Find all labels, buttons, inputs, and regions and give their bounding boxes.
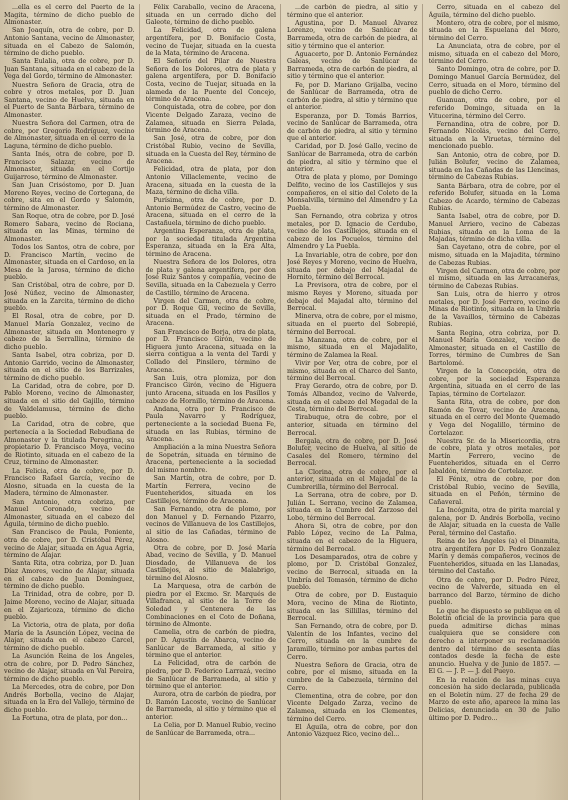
mine-listing-paragraph: Bergala, otra de cobre, por D. José Bolufer, vecino de Huelva, al sitio de Casales del Romero, término del Berrocal.: [287, 437, 418, 468]
mine-listing-paragraph: Fernandina, otra de cobre, por D. Fernando Nicolás, vecino del Cerro, situada en la Viruetas, término del mencionado pueblo.: [428, 120, 560, 151]
mine-listing-paragraph: Nuestra Señora de los Dolores, otra de plata y galena argentífera, por don José Ruiz Santos y compañía, vecino de Sevilla, situada en la Cabezuela y Cerro de Castillo, término de Aracena.: [145, 259, 276, 297]
mine-listing-paragraph: La Marquesa, otra de carbón de piedra por el Excmo. Sr. Marqués de Villafranca, al sitio de la Torre de Soledad y Centenera de las Combinaciones en el Coto de Doñana, término de Almonte.: [145, 583, 276, 629]
mine-listing-paragraph: San Martín, otra de cobre, por D. Martín Ferrera, vecino de Fuenteheridos, situada en los Castillejos, término de Aracena.: [145, 475, 276, 505]
mine-listing-paragraph: Lo que he dispuesto se publique en el Boletín oficial de la provincia para que pueda admitirse dichas minas cualquiera que se considere con derecho a interponer su reclamación dentro del término de sesenta días contados desde la fecha de este anuncio. Huelva y de Junio de 1857. — El G. — J. P. — J. del Pueyo.: [428, 607, 560, 676]
column-3: [287, 4, 423, 800]
mine-listing-paragraph: San Fernando, otra cobriza y otros metales, por D. Ignacio de Cerdubo, vecino de los Castillejos, situada en el cabezo de los Pocuelos, término del Almendro y La Puebla.: [287, 212, 418, 251]
mine-listing-paragraph: Félix Caraballo, vecino de Aracena, situada en un cerrado dicho del Galeote, término de dicho pueblo.: [145, 4, 276, 27]
mine-listing-paragraph: Tirabuque, otra de cobre, por el anterior, situada en término del Berrocal.: [287, 414, 418, 437]
mine-listing-paragraph: La Clorina, otra de cobre, por el anterior, situada en el Majadal de la Cumbrerilla, término del Berrocal.: [287, 468, 418, 491]
mine-listing-paragraph: Purísima, otra de cobre, por D. Antonio Bermúdez de Castro, vecino de Aracena, situada en el cerro de la Castañuela, término de dicho pueblo.: [145, 197, 276, 228]
mine-listing-paragraph: Guanuan, otra de cobre, por el referido Domingo, situada en la Vitucerina, término del Cerro.: [428, 97, 560, 120]
mine-listing-paragraph: Todos los Santos, otra de cobre, por D. Francisco Martín, vecino de Almonaster, situada en el Cardoso, en la Mesa de la Jarosa, término de dicho pueblo.: [4, 243, 135, 282]
mine-listing-paragraph: Santa Isabel, otra de cobre, por D. Manuel Arriero, vecino de Cabezas Rubias, situada en la Loma de la Majadas, término de dicha villa.: [428, 213, 560, 244]
mine-listing-paragraph: Santa Inés, otra de cobre, por D. Francisco Salazar, vecino de Almonaster, situada en el Cortijo Guijarroso, término de Almonaster.: [4, 151, 135, 181]
mine-listing-paragraph: Clementina, otra de cobre, por don Vicente Delgado Zarza, vecino de Zalamea, situada en los Clementes, término del Cerro.: [287, 692, 418, 723]
mine-listing-paragraph: Cerro, situada en el cabezo del Águila, término del dicho pueblo.: [428, 4, 560, 19]
mine-listing-paragraph: Santa Regina, otra cobriza, por D. Manuel María Gonzalez, vecino de Almonaster, situada en el Castillo de Torres, término de Cumbres de San Bartolomé.: [428, 329, 560, 368]
mine-listing-paragraph: La Felicidad, otra de galena argentífera, por D. Bonifacio Costa, vecino de Tuejar, situada en la cuesta de la Mata, término de Aracena.: [145, 27, 276, 58]
mine-listing-paragraph: Santa Bárbara, otra de cobre, por el referido Bolufer, situada en la Loma Cabezo de Acardo, término de Cabezas Rubias.: [428, 182, 560, 213]
mine-listing-paragraph: Nuestra Sr. de la Misericordia, otra de cobre, plata y otros metales, por Martín Ferrero, vecino de Fuenteheridos, situada en el Cerro Jabaldón, término de Cortelazor.: [428, 437, 560, 476]
mine-listing-paragraph: La Previsora, otra de cobre, por el mismo Reyes y Moreno, situada por debajo del Majadal alto, término del Berrocal.: [287, 282, 418, 313]
mine-listing-paragraph: Minerva, otra de cobre, por el mismo, situada en el puerto del Sobrepié, término del Berrocal.: [287, 313, 418, 336]
mine-listing-paragraph: Virgen del Carmen, otra de cobre, por el mismo, situada en las Arracaneras, término de Cabezas Rubias.: [428, 267, 560, 290]
mine-listing-paragraph: San Antonio, otra cobriza, por Manuel Coronado, vecino de Almonaster, situada en el cabezo del Águila, término de dicho pueblo.: [4, 498, 135, 529]
column-2: [146, 4, 282, 800]
mine-listing-paragraph: Caridad, por D. José Gallo, vecino de Sanlúcar de Barrameda, otra de carbón de piedra, al sitio y término que el anterior.: [287, 143, 418, 174]
mine-listing-paragraph: San José, otra de cobre, por don Cristóbal Rubio, vecino de Sevilla, situada en la Cuesta del Rey, término de Aracena.: [145, 135, 276, 166]
mine-listing-paragraph: San Joaquín, otra de cobre, por D. Antonio Santana, vecino de Almonaster, situada en el Cabezo de Salomón, término de dicho pueblo.: [4, 27, 135, 58]
mine-listing-paragraph: La Serrana, otra de cobre, por D. Julián L. Serrano, vecino de Zalamea, situada en la Cumbre del Zarzoso del Lobo, término del Berrocal.: [287, 491, 418, 522]
mine-listing-paragraph: La Invariable, otra de cobre, por don José Reyes y Moreno, vecino de Huelva, situada por debajo del Majadal de Hornito, término del Berrocal.: [287, 251, 418, 282]
mine-listing-paragraph: Agustina, por D. Manuel Álvarez Lorenzo, vecino de Sanlúcar de Barrameda, otra de carbón de piedra, al sitio y término que el anterior.: [287, 19, 418, 50]
mine-listing-paragraph: Virgen del Carmen, otra de cobre, por D. Roque Gil, vecino de Sevilla, situada en el Prado, término de Aracena.: [145, 297, 276, 328]
mine-listing-paragraph: Otra de plata y plomo, por Domingo Delfito, vecino de los Castillejos y sus compañeros, en el sitio del Coleto de la Monsalvilla, término del Almendro y La Puebla.: [287, 174, 418, 212]
text-columns: [4, 4, 564, 800]
mine-listing-paragraph: La Caridad, otra de cobre, que pertenecía a la Sociedad Rebudiana de Almonaster y la titulada Peregrina, su propietario D. Francisco Moya, vecino de Riotinto, situada en el cabezo de la Cruz, término de Almonaster.: [4, 421, 135, 467]
mine-listing-paragraph: Otra de cobre, por D. Pedro Pérez, vecino de Valverde, situada en el barranco del Barzo, término de dicho pueblo.: [428, 576, 560, 607]
mine-listing-paragraph: San Antonio, otra de cobre, por D. Julián Bolufer, vecino de Zalamea, situada en las Cañadas de las Llencinas, término de Cabezas Rubias.: [428, 151, 560, 182]
mine-listing-paragraph: La Felicidad, otra de carbón de piedra, por D. Federico Larrazá, vecino de Sanlúcar de Barrameda, al sitio y término que el anterior.: [145, 660, 276, 691]
mine-listing-paragraph: Camelia, otra de carbón de piedra, por D. Agustín de Abarca, vecino de Sanlúcar de Barrameda, al sitio y término que el anterior.: [145, 629, 276, 660]
mine-listing-paragraph: Montero, otra de cobre, por el mismo, situada en la Espuelana del Moro, término del Cerro.: [428, 19, 560, 42]
mine-listing-paragraph: Santa Rita, otra cobriza, por D. Juan Díaz Amores, vecino de Alajar, situada en el cabezo de Juan Domínguez, término de dicho pueblo.: [4, 560, 135, 591]
mine-listing-paragraph: San Francisco de Paula, Poniente, otra de cobre, por D. Cristóbal Pérez, vecino de Alajar, situada en Agua Agria, término de Alajar.: [4, 529, 135, 560]
mine-listing-paragraph: Aguacerto, por D. Antonio Fernández Galeas, vecino de Sanlúcar de Barrameda, otra de carbón de piedra, al sitio y término que el anterior.: [287, 50, 418, 81]
mine-listing-paragraph: San Cayetano, otra de cobre, por el mismo, situada en la Majadita, término de Cabezas Rubias.: [428, 244, 560, 267]
mine-listing-paragraph: San Francisco de Borja, otra de plata, por D. Francisco Girón, vecino de Higuera junto Aracena, situada en la sierra contigua a la venta del Tardi y Collado del Pinsilero, término de Aracena.: [145, 328, 276, 374]
mine-listing-paragraph: El Águila, otra de cobre, por don Antonio Vázquez Rico, vecino del...: [287, 723, 418, 739]
mine-listing-paragraph: El Señorío del Pilar de Nuestra Señora de los Dolores, otra de plata y galena argentífera, por D. Bonifacio Costa, vecino de Tuejar, situada en la alameda de la Puente del Concejo, término de Aracena.: [145, 58, 276, 104]
mine-listing-paragraph: Esperanza, por D. Tomás Barrios, vecino de Sanlúcar de Barrameda, otra de carbón de piedra, al sitio y término que el anterior.: [287, 112, 418, 143]
mine-listing-paragraph: Santa Rita, otra de cobre, por don Ramón de Tovar, vecino de Aracena, situada en el cerro del Monte Quemado y Vega del Nogalillo, término de Cortelazor.: [428, 399, 560, 437]
column-4: [429, 4, 565, 800]
mine-listing-paragraph: La Mercedes, otra de cobre, por Don Andrés Borbolla, vecino de Alajar, situada en la Era del Vallejo, término de dicho pueblo.: [4, 684, 135, 714]
mine-listing-paragraph: Conquistada, otra de cobre, por don Vicente Delgado Zaraza, vecino de Zalamea, situada en Sierra Pelada, término de Aracena.: [145, 104, 276, 135]
mine-listing-paragraph: ...de carbón de piedra, al sitio y término que el anterior.: [287, 4, 418, 19]
mine-listing-paragraph: Otra de cobre, por D. José María Abad, vecino de Sevilla, y D. Manuel Diosdado, de Villanueva de los Castillejos, al sitio de Malabrigo, término del Alosno.: [145, 544, 276, 583]
mine-listing-paragraph: La Trinidad, otra de cobre, por D. Jaime Moreno, vecino de Alajar, situada en el Zajaricoza, término de dicho pueblo.: [4, 591, 135, 622]
mine-listing-paragraph: Santa Isabel, otra cobriza, por D. Antonio Garrido, vecino de Almonaster, situada en el sitio de los Barrizales, término de dicho pueblo.: [4, 351, 135, 382]
mine-listing-paragraph: Nuestra Señora de Gracia, otra de cobre y otros metales, por D. Juan Santana, vecino de Huelva, situada en el Puerto de Santa Bárbara, término de Almonaster.: [4, 81, 135, 120]
mine-listing-paragraph: San Fernando, otra de plomo, por don Manuel y D. Fernando Pizarro, vecinos de Villanueva de los Castillejos, al sitio de las Cañadas, término de Alosno.: [145, 506, 276, 544]
mine-listing-paragraph: ...ella es el cerro del Puerto de la Magita, término de dicho pueblo de Almonaster.: [4, 4, 135, 27]
mine-listing-paragraph: Ahora Si, otra de cobre, por don Pablo López, vecino de La Palma, situada en el cabezo de la Higuera, término del Berrocal.: [287, 522, 418, 553]
mine-listing-paragraph: Felicidad, otra de plata, por don Antonio Villaclemente, vecino de Aracena, situada en la cuesta de la Maza, término de dicha villa.: [145, 166, 276, 197]
mine-listing-paragraph: San Fernando, otra de cobre, por D. Valentín de los Infantes, vecino del Cerro, situada en la cumbre de Jaramillo, término por ambas partes del Cerro.: [287, 623, 418, 661]
mine-listing-paragraph: Virgen de la Concepción, otra de cobre, por la sociedad Esperanza Argentina, situada en el cerro de las Tapias, término de Cortelazor.: [428, 368, 560, 398]
mine-listing-paragraph: Nuestra Señora de Gracia, otra de cobre, por el mismo, situada en la cumbre de la Cabezuela, término del Cerro.: [287, 661, 418, 692]
mine-listing-paragraph: Reina de los Ángeles (a) el Dinamita, otra argentífera por D. Pedro Gonzalez Marín y demás compañeros, vecinos de Fuenteheridos, situada en las Llanadas, término del Castaño.: [428, 538, 560, 576]
mine-listing-paragraph: La Felicia, otra de cobre, por D. Francisco Rafael García, vecino de Alosno, situada en la cuesta de la Madera, término de Almonaster.: [4, 467, 135, 498]
mine-listing-paragraph: La Celia, por D. Manuel Rubio, vecino de Sanlúcar de Barrameda, otra...: [145, 722, 276, 737]
mine-listing-paragraph: San Juan Crisóstomo, por D. Juan Moreno Reyes, vecino de Cortegana, de cobre, sita en el Gordo y Salomón, término de Almonaster.: [4, 182, 135, 212]
mine-listing-paragraph: La Manzana, otra de cobre, por el mismo, situada en el Majadalito, término de Zalamea la Real.: [287, 336, 418, 359]
mine-listing-paragraph: En la relación de las minas cuya concesión ha sido declarada, publicada en el Boletín núm. 27 de fecha 29 de Marzo de este año, aparece la mina las Delicias, denunciada en 30 de Julio último por D. Pedro...: [428, 676, 560, 722]
mine-listing-paragraph: Fe, por D. Mariano Grijalba, vecino de Sanlúcar de Barrameda, otra de carbón de piedra, al sitio y término que el anterior.: [287, 81, 418, 112]
mine-listing-paragraph: Fray Gerardo, otra de cobre, por D. Tomás Albandoz, vecino de Valverde, situada en el cabezo del Megadal de la Cesta, término del Berrocal.: [287, 383, 418, 414]
mine-listing-paragraph: San Luis, otra de hierro y otros metales, por D. José Ferrero, vecino de Minas de Riotinto, situada en la Umbría de la Vavaillos, término de Cabezas Rubias.: [428, 291, 560, 329]
mine-listing-paragraph: El Rosal, otra de cobre, por D. Manuel María Gonzalez, vecino de Almonaster, situada en Montenegro y cabezo de la Serrallina, término de dicho pueblo.: [4, 313, 135, 351]
mine-listing-paragraph: Santa Eulalia, otra de cobre, por D. Juan Santana, situada en el cabezo de la Vega del Gordo, término de Almonaster.: [4, 58, 135, 81]
mine-listing-paragraph: Andana, otra por D. Francisco de Paula Navarro y Rodríguez, perteneciente a la sociedad Buena Fe, situada en las Rubias, término de Aracena.: [145, 405, 276, 444]
mine-listing-paragraph: Argentina Esperanza, otra de plata, por la sociedad titulada Argentina Esperanza, situada en la Era Alta, término de Aracena.: [145, 228, 276, 258]
mine-listing-paragraph: Otra de cobre, por D. Eustaquio Mora, vecino de Mina de Riotinto, situada en las Sillillas, término del Berrocal.: [287, 592, 418, 623]
mine-listing-paragraph: San Roque, otra de cobre, por D. José Romero Sabara, vecino de Rociana, situada en las Minas, término de Almonaster.: [4, 212, 135, 243]
mine-listing-paragraph: La Incógnita, otra de pirita marcial y galena, por D. Andrés Borbolla, vecino de Alajar, situada en la cuesta de Valle Peral, término del Castaño.: [428, 507, 560, 537]
mine-listing-paragraph: La Fortuna, otra de plata, por don...: [12, 715, 128, 723]
column-1: [4, 4, 140, 800]
mine-listing-paragraph: Nuestra Señora del Carmen, otra de cobre, por Gregorio Rodríguez, vecino de Almonaster, situada en el cerro de la Laguna, término de dicho pueblo.: [4, 120, 135, 150]
mine-listing-paragraph: Ampliación a la mina Nuestra Señora de Sopetrán, situada en término de Aracena, perteneciente a la sociedad del mismo nombre.: [145, 444, 276, 475]
mine-listing-paragraph: San Luis, otra plomiza, por don Francisco Girón, vecino de Higuera junto Aracena, situada en los Pasillos y cabezo de Hornillo, término de Aracena.: [145, 374, 276, 405]
mine-listing-paragraph: Vivir por Ver, otra de cobre, por el mismo, situada en el Charco del Santo, término del Berrocal.: [287, 360, 418, 383]
mine-listing-paragraph: San Cristóbal, otra de cobre, por D. José Núñez, vecino de Almonaster, situada en la Zarcita, término de dicho pueblo.: [4, 282, 135, 313]
mine-listing-paragraph: Aurora, otra de carbón de piedra, por D. Ramón Lacoste, vecino de Sanlúcar de Barrameda, al sitio y término que el anterior.: [145, 691, 276, 722]
mine-listing-paragraph: La Victoria, otra de plata, por doña María de la Asunción López, vecina de Alajar, situada en el cabezo Carcel, término de dicho pueblo.: [4, 622, 135, 653]
mine-listing-paragraph: La Caridad, otra de cobre, por D. Pablo Moreno, vecino de Almonaster, situada en el sitio del Gajillo, término de Valdelamusa, término de dicho pueblo.: [4, 382, 135, 421]
mine-listing-paragraph: Santo Domingo, otra de cobre, por D. Domingo Manuel García Bermúdez, del Cerro, situada en el Moro, término del pueblo de dicho Cerro.: [428, 66, 560, 97]
mine-listing-paragraph: La Anunciata, otra de cobre, por el mismo, situada en el cabezo del Moro, término del Cerro.: [428, 43, 560, 66]
mine-listing-paragraph: El Fénix, otra de cobre, por don Cristóbal Rubio, vecino de Sevilla, situada en el Peñón, término de Cañaveral.: [428, 476, 560, 506]
mine-listing-paragraph: Los Desamparados, otra de cobre y plomo, por D. Cristóbal Gonzalez, vecino de Berrocal, situada en la Umbría del Tomasón, término de dicho pueblo.: [287, 553, 418, 592]
mine-listing-paragraph: La Asunción Reina de los Ángeles, otra de cobre, por D. Pedro Sánchez, vecino de Alajar, situada en Val Pereira, término de dicho pueblo.: [4, 653, 135, 684]
